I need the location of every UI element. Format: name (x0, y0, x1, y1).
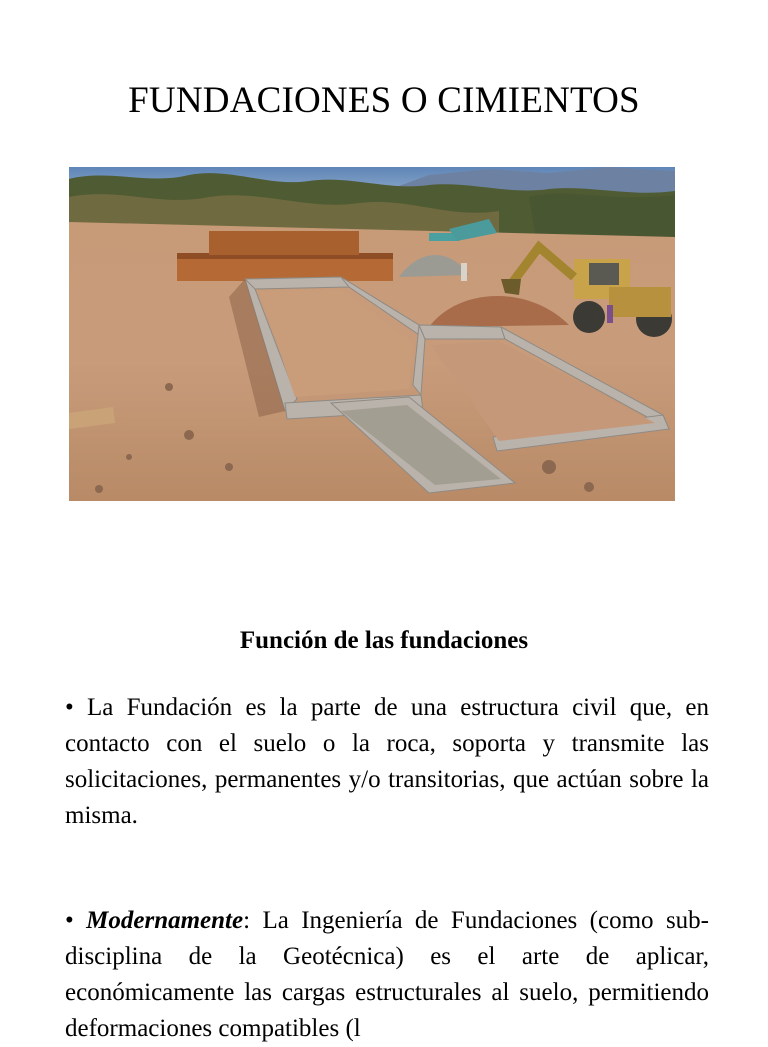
slide-title: FUNDACIONES O CIMIENTOS (128, 80, 640, 121)
paragraph-text: : La Ingeniería de Fundaciones (como sub-disciplina de la Geotécnica) es el arte de aplicar, económicamente las cargas estructurales al suelo, permitiendo deformaciones compatibles (l (65, 907, 709, 1042)
section-heading: Función de las fundaciones (239, 627, 529, 654)
bullet: • (65, 907, 87, 934)
paragraph-text: La Fundación es la parte de una estructura civil que, en contacto con el suelo o la roca, soporta y transmite las solicitaciones, permanentes y/o transitorias, que actúan sobre la misma. (65, 694, 709, 829)
paragraph-modern (65, 903, 709, 1047)
emphasized-term: Modernamente (86, 907, 244, 934)
paragraph-definition (65, 690, 709, 834)
bullet: • (65, 694, 88, 721)
construction-site-photo (69, 167, 675, 501)
